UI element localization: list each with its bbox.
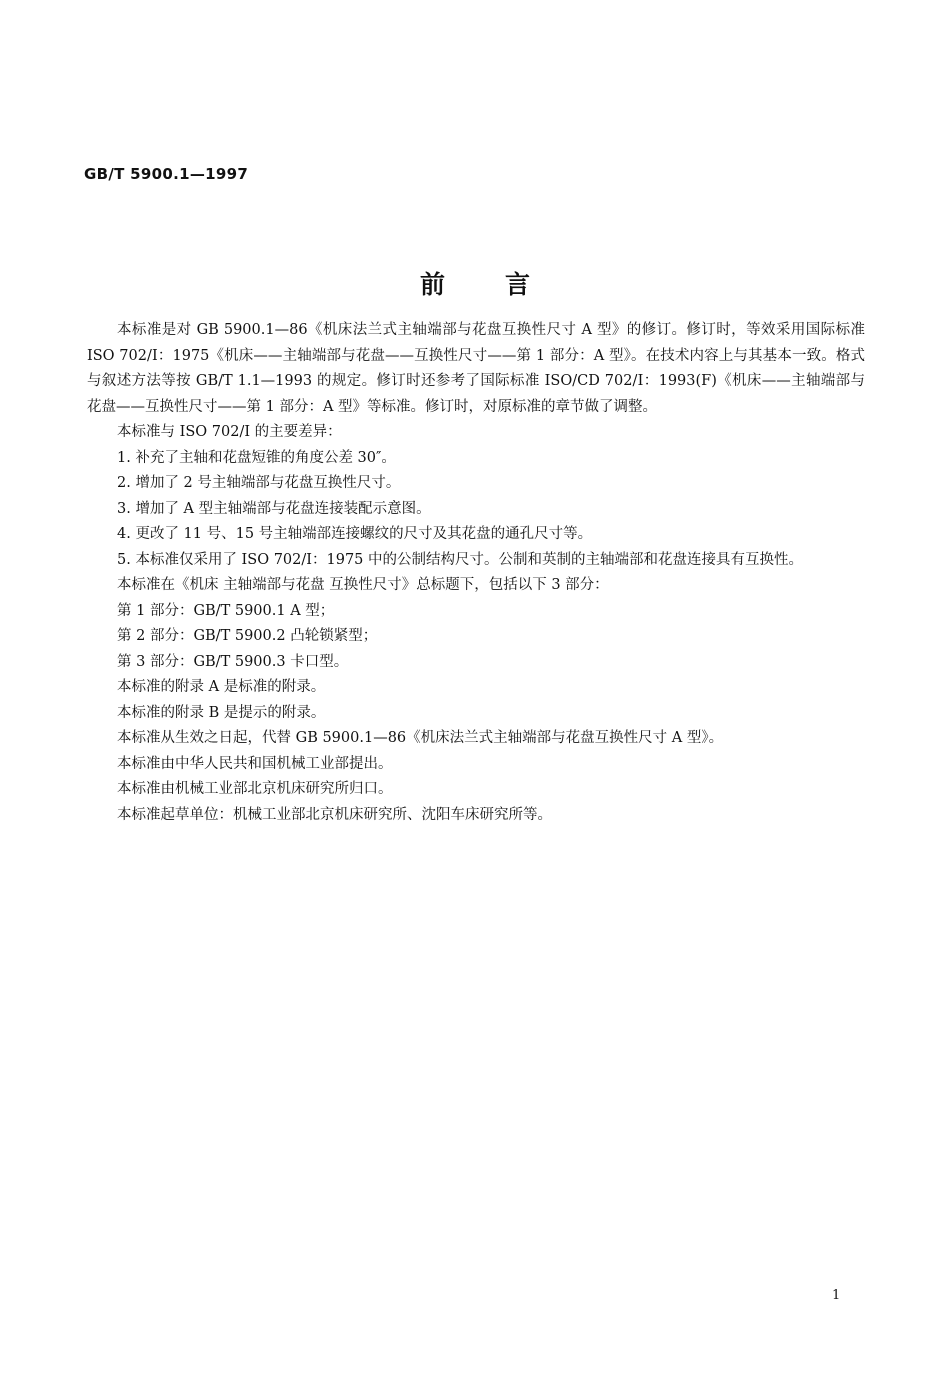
- foreword-body: [87, 318, 865, 828]
- list-item-difference-5: 5. 本标准仅采用了 ISO 702/Ⅰ：1975 中的公制结构尺寸。公制和英制的主轴端部和花盘连接具有互换性。: [117, 551, 804, 568]
- paragraph-drafting-units: 本标准起草单位：机械工业部北京机床研究所、沈阳车床研究所等。: [117, 806, 552, 823]
- list-item-difference-1: 1. 补充了主轴和花盘短锥的角度公差 30″。: [117, 449, 396, 466]
- list-item-part-3: 第 3 部分：GB/T 5900.3 卡口型。: [117, 653, 349, 670]
- paragraph-parts-intro: 本标准在《机床 主轴端部与花盘 互换性尺寸》总标题下，包括以下 3 部分：: [117, 577, 609, 593]
- paragraph-appendix-b: 本标准的附录 B 是提示的附录。: [117, 704, 326, 721]
- list-item-part-1: 第 1 部分：GB/T 5900.1 A 型；: [117, 602, 335, 619]
- paragraph-revision-intro: 本标准是对 GB 5900.1—86《机床法兰式主轴端部与花盘互换性尺寸 A 型》的修订。修订时，等效采用国际标准 ISO 702/Ⅰ：1975《机床——主轴端部与花盘——互换性尺寸——第 1 部分：A 型》。在技术内容上与其基本一致。格式与叙述方法等按 GB/T 1.1—1993 的规定。修订时还参考了国际标准 ISO/CD 702/Ⅰ：1993(F)《机床——主轴端部与花盘——互换性尺寸——第 1 部分：A 型》等标准。修订时，对原标准的章节做了调整。: [87, 322, 865, 415]
- paragraph-differences-heading: 本标准与 ISO 702/Ⅰ 的主要差异：: [117, 424, 342, 440]
- page-title: 前言: [419, 270, 590, 299]
- page-number: 1: [832, 1288, 841, 1303]
- standard-number: GB/T 5900.1—1997: [84, 165, 249, 183]
- paragraph-proposer: 本标准由中华人民共和国机械工业部提出。: [117, 755, 393, 772]
- paragraph-administrator: 本标准由机械工业部北京机床研究所归口。: [117, 781, 393, 797]
- list-item-difference-2: 2. 增加了 2 号主轴端部与花盘互换性尺寸。: [117, 475, 401, 491]
- list-item-difference-4: 4. 更改了 11 号、15 号主轴端部连接螺纹的尺寸及其花盘的通孔尺寸等。: [117, 526, 593, 542]
- list-item-difference-3: 3. 增加了 A 型主轴端部与花盘连接装配示意图。: [117, 500, 431, 517]
- paragraph-replacement: 本标准从生效之日起，代替 GB 5900.1—86《机床法兰式主轴端部与花盘互换性尺寸 A 型》。: [117, 730, 724, 746]
- paragraph-appendix-a: 本标准的附录 A 是标准的附录。: [117, 679, 326, 695]
- list-item-part-2: 第 2 部分：GB/T 5900.2 凸轮锁紧型；: [117, 628, 378, 644]
